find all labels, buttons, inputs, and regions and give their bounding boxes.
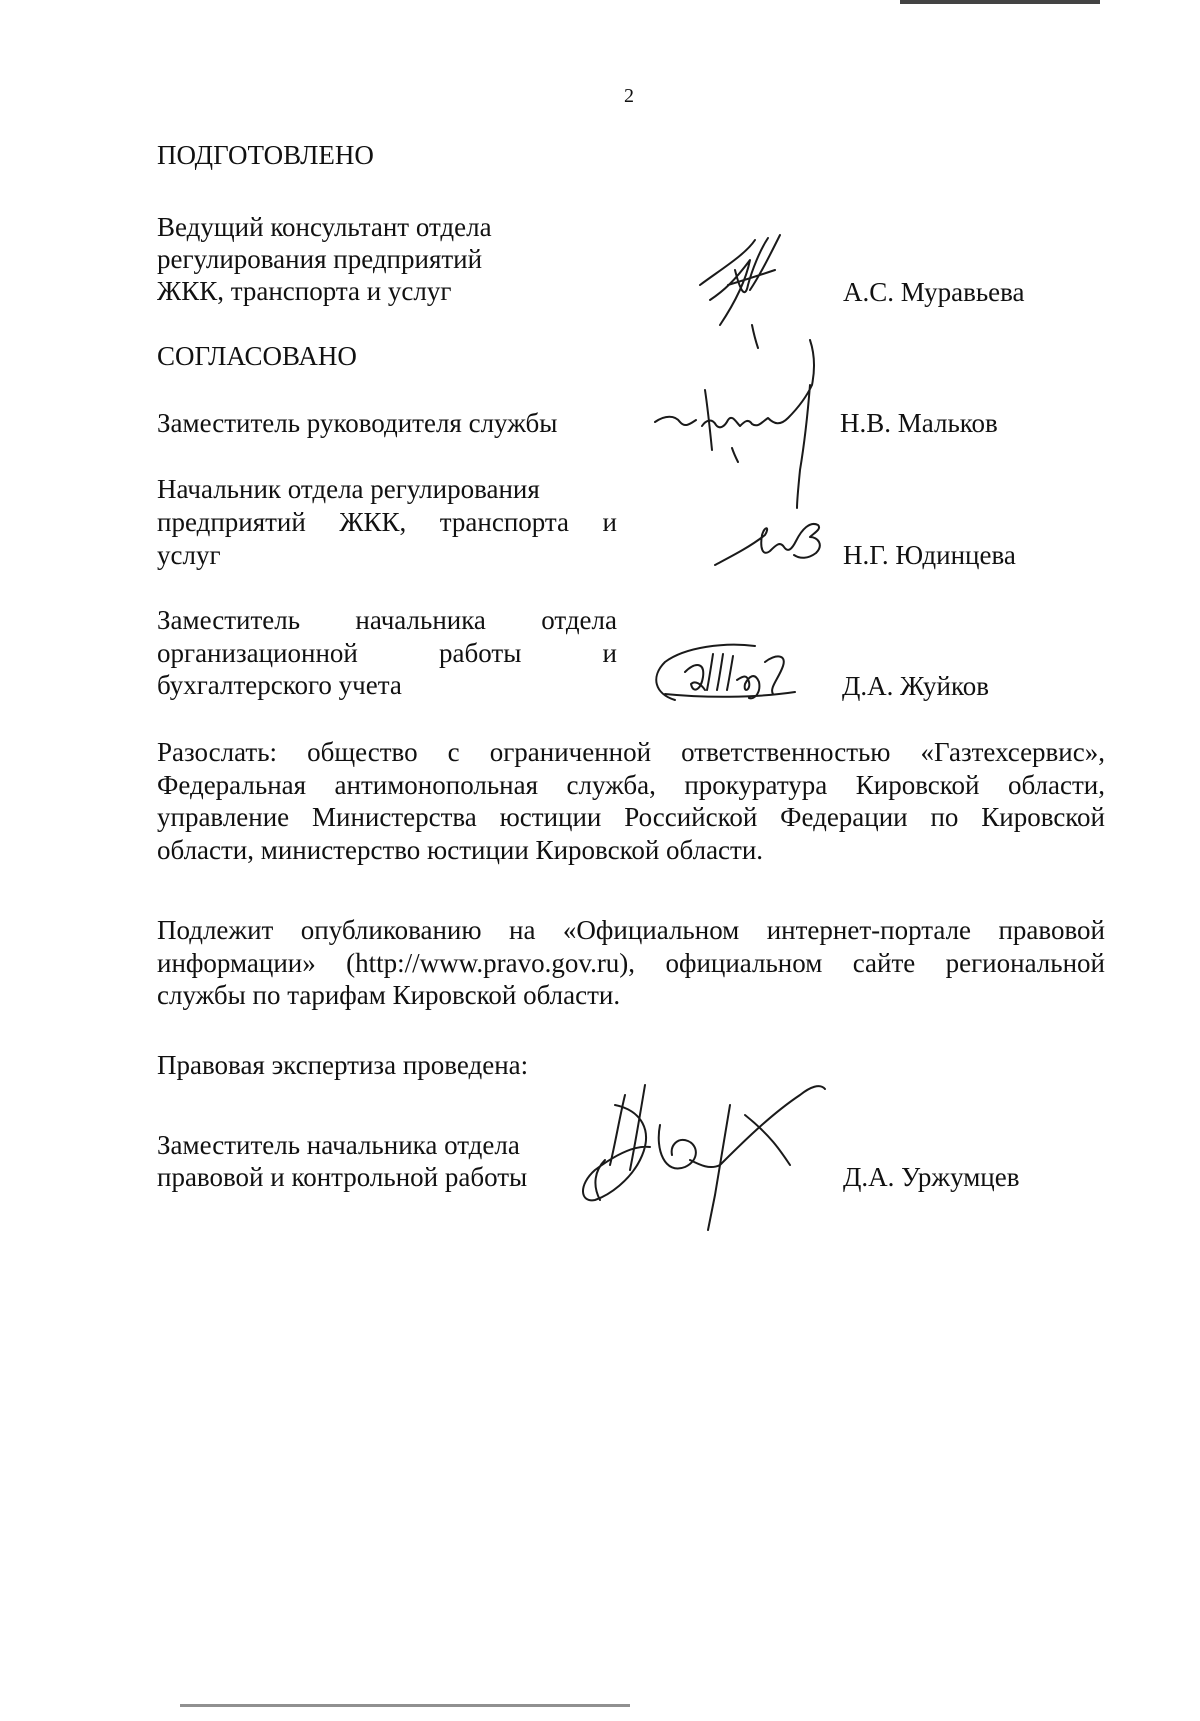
prepared-position-line-3: ЖКК, транспорта и услуг	[157, 276, 452, 306]
prepared-position-line-1: Ведущий консультант отдела	[157, 212, 492, 242]
legal-review-heading: Правовая экспертиза проведена:	[157, 1050, 529, 1080]
agreed-signatory-2-position-line-2: предприятий ЖКК, транспорта и	[157, 507, 617, 537]
scan-artifact-top	[900, 0, 1100, 4]
agreed-signatory-2-position-line-3: услуг	[157, 539, 221, 570]
agreed-signatory-3-position-line-2: организационной работы и	[157, 637, 617, 668]
legal-review-name: Д.А. Уржумцев	[843, 1162, 1020, 1192]
legal-review-position-line-1: Заместитель начальника отдела	[157, 1130, 520, 1160]
page-number: 2	[624, 85, 634, 107]
signature-malkov	[650, 330, 870, 510]
agreed-signatory-1-position: Заместитель руководителя службы	[157, 408, 558, 438]
agreed-signatory-3-name: Д.А. Жуйков	[842, 671, 989, 701]
signature-zhuikov	[645, 632, 845, 712]
agreed-signatory-1-name: Н.В. Мальков	[840, 408, 998, 438]
signature-yudintseva	[710, 515, 830, 575]
agreed-heading: СОГЛАСОВАНО	[157, 341, 357, 371]
agreed-signatory-2-position	[157, 473, 617, 571]
legal-review-position-line-2: правовой и контрольной работы	[157, 1162, 528, 1192]
agreed-signatory-3-position-line-3: бухгалтерского учета	[157, 670, 402, 700]
distribution-paragraph: Разослать: общество с ограниченной ответственностью «Газтехсервис», Федеральная антимонопольная служба, прокуратура Кировской области, управление Министерства юстиции Российской Федерации по Кировской области, министерство юстиции Кировской области.	[157, 737, 1105, 865]
publication-paragraph: Подлежит опубликованию на «Официальном интернет-портале правовой информации» (http://www.pravo.gov.ru), официальном сайте региональной службы по тарифам Кировской области.	[157, 915, 1105, 1010]
agreed-signatory-2-position-line-1: Начальник отдела регулирования	[157, 474, 540, 504]
scan-artifact-bottom	[180, 1704, 630, 1707]
agreed-signatory-3-position-line-1: Заместитель начальника отдела	[157, 605, 617, 635]
prepared-name: А.С. Муравьева	[843, 277, 1025, 307]
agreed-signatory-3-position	[157, 604, 617, 702]
prepared-position-line-2: регулирования предприятий	[157, 244, 483, 274]
agreed-signatory-2-name: Н.Г. Юдинцева	[843, 540, 1016, 570]
prepared-heading: ПОДГОТОВЛЕНО	[157, 140, 374, 170]
signature-urzhumtsev	[570, 1075, 890, 1235]
